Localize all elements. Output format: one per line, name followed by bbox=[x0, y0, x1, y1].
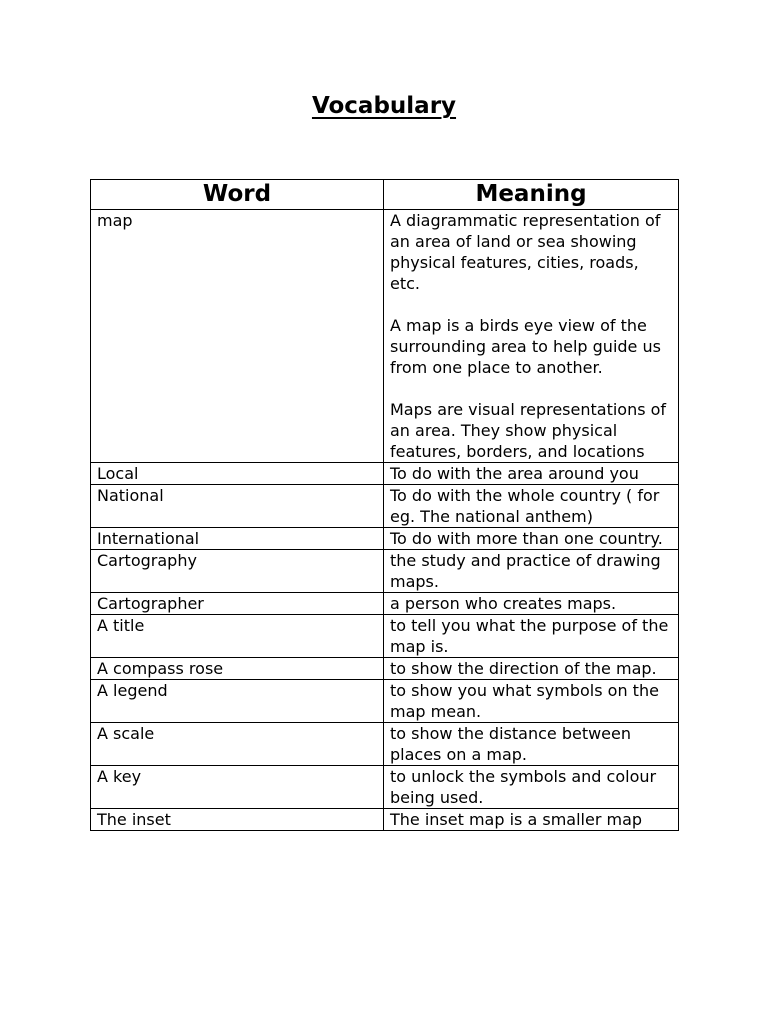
page-title: Vocabulary bbox=[311, 93, 457, 119]
meaning-cell: A diagrammatic representation of an area of land or sea showing physical features, cities, roads, etc. A map is a birds eye view of the surrounding area to help guide us from one place to another. Maps are visual representations of an area. They show physical features, borders, and locations bbox=[384, 210, 679, 463]
meaning-cell: a person who creates maps. bbox=[384, 593, 679, 615]
word-cell: International bbox=[91, 528, 384, 550]
meaning-cell: to show you what symbols on the map mean. bbox=[384, 680, 679, 723]
table-row bbox=[91, 680, 679, 723]
table-row bbox=[91, 593, 679, 615]
table-row bbox=[91, 723, 679, 766]
meaning-cell: to show the direction of the map. bbox=[384, 658, 679, 680]
word-cell: National bbox=[91, 485, 384, 528]
word-cell: A scale bbox=[91, 723, 384, 766]
word-cell: Cartography bbox=[91, 550, 384, 593]
word-cell: A legend bbox=[91, 680, 384, 723]
word-cell: A title bbox=[91, 615, 384, 658]
word-cell: A key bbox=[91, 766, 384, 809]
column-header-meaning: Meaning bbox=[384, 180, 679, 210]
word-cell: A compass rose bbox=[91, 658, 384, 680]
table-header-row bbox=[91, 180, 679, 210]
table-row bbox=[91, 210, 679, 463]
table-row bbox=[91, 658, 679, 680]
table-row bbox=[91, 485, 679, 528]
table-row bbox=[91, 463, 679, 485]
table-row bbox=[91, 615, 679, 658]
table-row bbox=[91, 528, 679, 550]
word-cell: The inset bbox=[91, 809, 384, 831]
meaning-cell: To do with the whole country ( for eg. The national anthem) bbox=[384, 485, 679, 528]
meaning-cell: The inset map is a smaller map bbox=[384, 809, 679, 831]
meaning-cell: the study and practice of drawing maps. bbox=[384, 550, 679, 593]
word-cell: Cartographer bbox=[91, 593, 384, 615]
meaning-cell: to show the distance between places on a map. bbox=[384, 723, 679, 766]
column-header-word: Word bbox=[91, 180, 384, 210]
word-cell: Local bbox=[91, 463, 384, 485]
meaning-cell: to unlock the symbols and colour being used. bbox=[384, 766, 679, 809]
meaning-cell: To do with more than one country. bbox=[384, 528, 679, 550]
meaning-cell: To do with the area around you bbox=[384, 463, 679, 485]
vocabulary-table bbox=[90, 179, 679, 831]
word-cell: map bbox=[91, 210, 384, 463]
table-row bbox=[91, 550, 679, 593]
table-row bbox=[91, 766, 679, 809]
meaning-cell: to tell you what the purpose of the map is. bbox=[384, 615, 679, 658]
table-row bbox=[91, 809, 679, 831]
